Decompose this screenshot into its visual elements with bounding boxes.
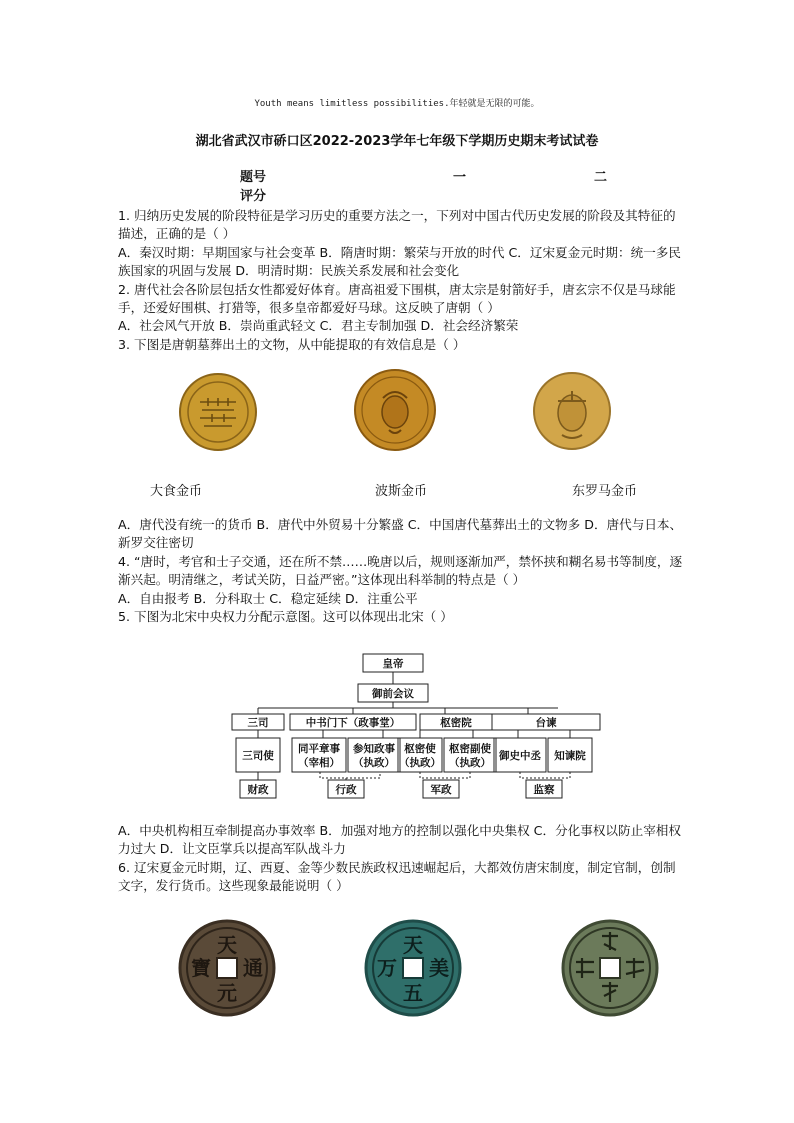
- score-col-1: 一: [453, 170, 467, 185]
- question-4-stem: 4. “唐时，考官和士子交通，还在所不禁……晚唐以后，规则逐渐加严，禁怀挟和糊名易书等制度，逐渐兴起。明清继之，考试关防，日益严密。”这体现出科举制的特点是（ ）: [118, 553, 683, 588]
- question-2-options: A．社会风气开放 B．崇尚重武轻文 C．君主专制加强 D．社会经济繁荣: [118, 318, 519, 334]
- diagram-emperor-label: 皇帝: [382, 658, 404, 670]
- question-5-stem: 5. 下图为北宋中央权力分配示意图。这可以体现出北宋（ ）: [118, 609, 453, 625]
- xixia-coin-top: 天: [403, 933, 423, 957]
- diagram-post-zaixiang-2: （宰相）: [298, 757, 340, 769]
- question-5-options: A．中央机构相互牵制提高办事效率 B．加强对地方的控制以强化中央集权 C．分化事权以防止宰相权力过大 D．让文臣掌兵以提高军队战斗力: [118, 823, 681, 857]
- liao-coin-right: 通: [243, 956, 263, 980]
- score-col-2: 二: [594, 170, 608, 185]
- liao-coin-top: 天: [217, 933, 237, 957]
- question-2-stem: 2. 唐代社会各阶层包括女性都爱好体育。唐高祖爱下围棋，唐太宗是射箭好手，唐玄宗不仅是马球能手，还爱好围棋、打猎等，很多皇帝都爱好马球。这反映了唐朝（ ）: [118, 281, 676, 316]
- xixia-coin-left: 万: [377, 956, 397, 980]
- diagram-branch-zhongshu: 中书门下（政事堂）: [305, 717, 401, 729]
- diagram-post-shumishi-1: 枢密使: [404, 743, 436, 755]
- diagram-post-shumishi-2: （执政）: [399, 757, 441, 769]
- byzantine-gold-coin: [532, 371, 612, 451]
- question-6-stem: 6. 辽宋夏金元时期，辽、西夏、金等少数民族政权迅速崛起后，大都效仿唐宋制度，制定官制，创制文字，发行货币。这些现象最能说明（ ）: [118, 859, 676, 894]
- arab-gold-coin: [178, 372, 258, 452]
- xixia-coin-right: 美: [429, 956, 449, 980]
- diagram-post-canzhi-2: （执政）: [353, 757, 395, 769]
- question-3-options: A．唐代没有统一的货币 B．唐代中外贸易十分繁盛 C．中国唐代墓葬出土的文物多 D．唐代与日本、新罗交往密切: [118, 517, 683, 551]
- xixia-coin-bottom: 五: [403, 981, 423, 1005]
- xixia-coin: [363, 918, 463, 1018]
- header-motto: Youth means limitless possibilities.年轻就是无限的可能。: [254, 99, 540, 109]
- diagram-branch-sansi: 三司: [247, 717, 269, 729]
- coin-label-arab: 大食金币: [150, 484, 203, 499]
- score-header-label: 题号: [240, 170, 267, 185]
- question-4-options: A．自由报考 B．分科取士 C．稳定延续 D．注重公平: [118, 590, 418, 606]
- diagram-branch-shumiyuan: 枢密院: [440, 717, 472, 729]
- jin-coin: [560, 918, 660, 1018]
- diagram-function-censor: 监察: [533, 784, 555, 796]
- diagram-post-canzhi-1: 参知政事: [353, 743, 395, 755]
- liao-coin-left: 寶: [191, 956, 211, 980]
- diagram-function-admin: 行政: [335, 784, 357, 796]
- diagram-function-military: 军政: [430, 784, 452, 796]
- question-1-options: A．秦汉时期：早期国家与社会变革 B．隋唐时期：繁荣与开放的时代 C．辽宋夏金元时期：统一多民族国家的巩固与发展 D．明清时期：民族关系发展和社会变化: [118, 244, 681, 279]
- question-3-stem: 3. 下图是唐朝墓葬出土的文物，从中能提取的有效信息是（ ）: [118, 336, 466, 352]
- diagram-function-finance: 财政: [247, 784, 269, 796]
- diagram-post-shumifu-2: （执政）: [449, 757, 491, 769]
- coin-label-byzantine: 东罗马金币: [572, 484, 638, 499]
- page-title: 湖北省武汉市硚口区2022-2023学年七年级下学期历史期末考试试卷: [195, 134, 599, 149]
- question-block-1-4: [118, 207, 683, 354]
- song-power-diagram: [228, 652, 608, 807]
- diagram-post-zaixiang-1: 同平章事: [298, 743, 340, 755]
- liao-coin-bottom: 元: [217, 981, 237, 1005]
- diagram-council-label: 御前会议: [372, 688, 414, 700]
- diagram-branch-taijian: 台谏: [535, 717, 557, 729]
- question-block-3-5: [118, 516, 683, 626]
- persian-gold-coin: [353, 368, 437, 452]
- diagram-post-yushi: 御史中丞: [499, 750, 541, 762]
- coin-label-persian: 波斯金币: [375, 484, 428, 499]
- liao-coin: [177, 918, 277, 1018]
- diagram-post-shumifu-1: 枢密副使: [449, 743, 491, 755]
- diagram-post-zhijian: 知谏院: [554, 750, 586, 762]
- diagram-post-sansishi: 三司使: [242, 750, 274, 762]
- question-1-stem: 1. 归纳历史发展的阶段特征是学习历史的重要方法之一，下列对中国古代历史发展的阶段及其特征的描述，正确的是（ ）: [118, 208, 676, 242]
- score-row-label: 评分: [240, 189, 267, 204]
- question-block-5-6: [118, 822, 683, 896]
